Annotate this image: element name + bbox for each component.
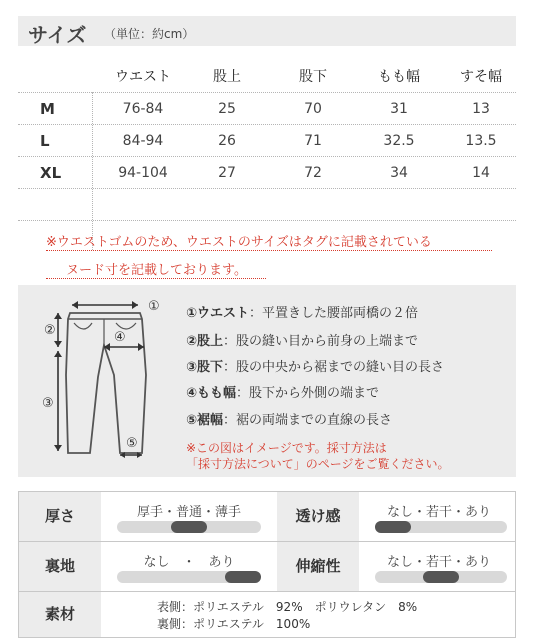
thickness-indicator xyxy=(171,521,207,533)
arrow-head xyxy=(54,313,62,319)
stretch-options: なし・若干・あり xyxy=(386,555,491,570)
table-cell: 13 xyxy=(472,101,490,117)
table-cell: 13.5 xyxy=(465,133,497,149)
marker-thigh: ④ xyxy=(114,330,126,345)
size-label: M xyxy=(40,100,55,118)
desc-text: ：平置きした腰部両橋の２倍 xyxy=(249,306,419,321)
desc-term: ④もも幅 xyxy=(186,386,237,401)
desc-hem xyxy=(186,409,392,428)
desc-text: ：股の中央から裾までの縫い目の長さ xyxy=(223,360,445,375)
size-table-header xyxy=(18,62,516,92)
table-cell: 14 xyxy=(472,165,490,181)
spec-label-lining: 裏地 xyxy=(19,542,101,591)
table-cell: 32.5 xyxy=(383,133,415,149)
table-cell: 25 xyxy=(218,101,236,117)
desc-term: ①ウエスト xyxy=(186,306,250,321)
notice-underline xyxy=(46,278,266,279)
arrow-head xyxy=(54,351,62,357)
diagram-note-line1: ※この図はイメージです。採寸方法は xyxy=(186,441,387,455)
material-outer: 表側：ポリエステル 92% ポリウレタン 8% xyxy=(157,600,418,614)
transparency-indicator xyxy=(375,521,411,533)
marker-waist: ① xyxy=(148,299,160,314)
transparency-options: なし・若干・あり xyxy=(386,505,491,520)
pants-outline xyxy=(66,313,146,453)
marker-inseam: ③ xyxy=(42,396,54,411)
table-cell: 84-94 xyxy=(122,133,164,149)
table-cell: 34 xyxy=(390,165,408,181)
diagram-note-line2: 「採寸方法について」のページをご覧ください。 xyxy=(186,457,450,471)
size-unit: （単位：約cm） xyxy=(104,27,195,41)
pants-diagram xyxy=(18,285,178,477)
fabric-spec-table xyxy=(18,491,516,638)
desc-thigh xyxy=(186,382,379,401)
table-cell: 71 xyxy=(304,133,322,149)
lining-options: なし ・ あり xyxy=(143,555,235,570)
stretch-scale xyxy=(375,571,507,583)
table-cell: 76-84 xyxy=(122,101,164,117)
size-title-bar xyxy=(18,16,516,46)
desc-term: ②股上 xyxy=(186,334,224,349)
material-inner: 裏側：ポリエステル 100% xyxy=(157,617,311,631)
header-waist: ウエスト xyxy=(115,69,171,85)
header-inseam: 股下 xyxy=(299,69,327,85)
table-column-divider xyxy=(92,92,93,250)
size-label: L xyxy=(40,132,50,150)
table-cell: 70 xyxy=(304,101,322,117)
arrow-head xyxy=(54,341,62,347)
spec-label-stretch: 伸縮性 xyxy=(277,542,359,591)
notice-underline xyxy=(46,250,492,251)
spec-label-material: 素材 xyxy=(19,592,101,637)
thickness-scale xyxy=(117,521,261,533)
transparency-scale xyxy=(375,521,507,533)
spec-label-thickness: 厚さ xyxy=(19,492,101,541)
desc-waist xyxy=(186,302,418,321)
lining-scale xyxy=(117,571,261,583)
desc-rise xyxy=(186,330,418,349)
size-title: サイズ xyxy=(28,23,87,47)
arrow-head xyxy=(54,445,62,451)
desc-text: ：裾の両端までの直線の長さ xyxy=(223,413,393,428)
table-cell: 72 xyxy=(304,165,322,181)
thickness-options: 厚手・普通・薄手 xyxy=(136,505,241,520)
marker-hem: ⑤ xyxy=(126,436,138,451)
header-rise: 股上 xyxy=(213,69,241,85)
spec-divider xyxy=(19,591,515,592)
desc-inseam xyxy=(186,356,444,375)
desc-text: ：股の縫い目から前身の上端まで xyxy=(223,334,419,349)
lining-indicator xyxy=(225,571,261,583)
pocket-right xyxy=(116,323,136,329)
waist-notice-line2: ヌード寸を記載しております。 xyxy=(66,263,247,278)
header-thigh: もも幅 xyxy=(378,69,420,85)
size-label: XL xyxy=(40,164,62,182)
table-cell: 31 xyxy=(390,101,408,117)
desc-term: ③股下 xyxy=(186,360,224,375)
stretch-indicator xyxy=(423,571,459,583)
arrow-head xyxy=(72,301,78,309)
desc-term: ⑤裾幅 xyxy=(186,413,224,428)
marker-rise: ② xyxy=(44,323,56,338)
table-cell: 27 xyxy=(218,165,236,181)
table-cell: 26 xyxy=(218,133,236,149)
arrow-head xyxy=(132,301,138,309)
desc-text: ：股下から外側の端まで xyxy=(236,386,380,401)
waist-notice-line1: ※ウエストゴムのため、ウエストのサイズはタグに記載されている xyxy=(46,235,432,250)
table-cell: 94-104 xyxy=(118,165,168,181)
spec-divider xyxy=(19,541,515,542)
spec-label-transparency: 透け感 xyxy=(277,492,359,541)
pocket-left xyxy=(74,323,92,329)
header-hem: すそ幅 xyxy=(460,69,502,85)
